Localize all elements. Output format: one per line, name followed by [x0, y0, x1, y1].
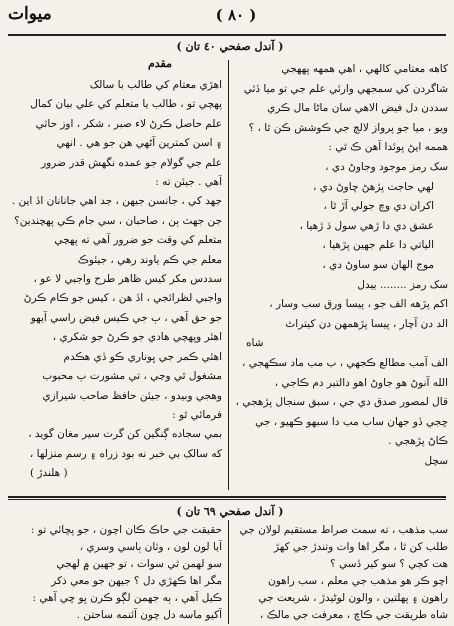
text-line: اهڙي معتام کي طالب با سالک	[89, 79, 222, 91]
text-line: الد دن آچار ، پيسا پڙهمهن دن کيتراٿ	[285, 317, 448, 330]
top-section-label: ( آندل صفحي ٤٠ تان )	[176, 40, 284, 53]
text-line: ڪيل آهي ، ٻه جهمن لڳو ڪرن ڀو ڇي آهي :	[32, 592, 222, 604]
bottom-right-column	[236, 522, 448, 624]
header-title: ميوات	[8, 4, 52, 24]
text-line: الياتي دا علم جهين پڙهيا ،	[322, 239, 434, 252]
text-line: جن جهٽ ٻن ، صاحبان ، سي جام ڪي پهچندين؟	[14, 214, 222, 227]
text-line: آکيو ماسه دل چون آئنمه ساحتن .	[76, 609, 222, 621]
bottom-column-divider	[228, 520, 229, 624]
text-line: پهچي تو ، طالب يا متعلم کي علي بيان کمال	[30, 98, 222, 111]
text-line: شاگردن کي سمجهي وارئي علم جي تو ميا ڏئي	[243, 82, 448, 95]
text-line: علم جي گولام جو عمده نگهش قدر ضرور	[41, 156, 222, 169]
text-line: سب مذهب ، ته سمت صراط مستقيم لولان جي	[239, 524, 448, 536]
text-line: سک رمز ........ ييدل	[357, 278, 448, 291]
text-line: هت کڄي ؟ سو کير ڏسي ؟	[330, 558, 448, 570]
text-line: حقيقت جي حاڪ ڪان اچون ، جو پڇائي تو :	[31, 524, 222, 536]
continued-marker: ( هلندڙ )	[30, 467, 68, 480]
text-line: اهئر وپهچي هادي جو ڪرڻ جو شکري ،	[52, 331, 222, 344]
top-right-column	[236, 60, 448, 471]
text-line: جهد کي ، جانسن جيهن ، جد اهي جانانان اڏ اين .	[11, 195, 222, 208]
text-line: جو حق آهي ، ٻ جي ڪيس فيض راسي آيهو	[30, 311, 222, 324]
top-left-column	[10, 76, 222, 484]
text-line: فرمائي ٿو :	[172, 408, 222, 421]
text-line: متعلم کي وقت جو ضرور آهي ته پهچي	[54, 234, 222, 247]
page-number: ( ٨٠ )	[215, 6, 257, 24]
text-line: سک رمز موجود وجاوڻ دي ،	[325, 160, 448, 173]
text-line: وهجي وبيدو ، جيئن حافظ صاحب شيرازي	[42, 389, 222, 402]
text-line: بمي سجاده ڳنگين کن گرت سير مغان گويد ،	[28, 428, 222, 441]
text-line: اکران دي وچ جولي آڙ ٿا ،	[323, 200, 434, 213]
left-column-heading: مقدم	[147, 57, 173, 70]
poet-name: سچل	[424, 454, 448, 467]
bottom-left-column	[10, 522, 222, 624]
text-line: اچو ڪر هو مذهب جي معلم ، سب راهون	[268, 575, 448, 587]
text-line: كاهه معتامي كالهي ، اهي همهه پههجي	[281, 63, 448, 75]
text-line: اکم پڙهه الف جو ، پيسا ورق سب وسار ،	[269, 298, 448, 311]
text-line: ويو ، ميا جو پرواز لالچ جي ڪوشش ڪن ٿا ، ؟	[248, 121, 448, 134]
text-line: اهئي ڪمر جي ڀوناري ڪو ڏي هڪدم	[63, 350, 222, 363]
text-line: سددس مکر کيس ظاهر طرح واجبي لا عو ،	[33, 273, 222, 286]
text-line: واجبي لظرائجي ، اڏ هن ، کيس جو ڪام ڪرڻ	[23, 292, 222, 305]
text-line: قال لمصور صدق دي جي ، سبق سنجال پڙهجي ،	[236, 396, 448, 409]
text-line: علم حاصل ڪرڻ لاء صبر ، شکر ، اوز حاٽي	[35, 117, 222, 130]
section-rule-thin	[8, 499, 446, 500]
text-line: مشغول ٿي وڃي ، تي مشورت ٻ محبوب	[42, 370, 222, 383]
text-line: راهون ۽ پهلتين ، والون لوڻيدڙ ، شريعت جي	[258, 592, 448, 604]
text-line: معلم جي ڪم ياوند رهي ، جيئوڪ	[77, 253, 222, 266]
page-header	[0, 4, 454, 32]
text-line: مگر اها ڪهڙي دل ؟ جيهن جو معي ذکر	[51, 575, 222, 587]
text-line: ۽ اسن کمترين آڻهي هن جو هي . انهي	[56, 137, 222, 150]
text-line: ڇجي ڏو جهان ساب مب دا سبهو ڪهيو ، جي	[255, 415, 448, 428]
text-line: ڪاڻ پڙهجي .	[388, 435, 448, 448]
text-line: عشق دي دا ڙهي سول ڌ ڙهيا ،	[299, 219, 434, 232]
text-line: آهي . جيئن ته :	[155, 176, 222, 189]
bottom-section-label: ( آندل صفحي ٦٩ تان )	[176, 505, 284, 518]
text-line: موج الهان سو ساوڻ دي ،	[322, 258, 434, 271]
text-line: سو لهمن ٿي سوات ، تو جهين ۾ لهجي	[56, 558, 222, 570]
section-rule	[8, 496, 446, 498]
text-line: سددن دل فيض الاهي سان ماڻا مال ڪري	[267, 102, 448, 115]
column-divider	[228, 60, 229, 490]
text-line: شاه طريقت جي ڪاڇ ، معرفت جي مالڪ ،	[259, 609, 448, 621]
text-line: آيا لون لون ، وٽان ٻاسي وسري ،	[79, 541, 222, 553]
poet-name: شاه	[246, 337, 264, 350]
header-rule	[8, 34, 446, 36]
text-line: هممه ايڻ پوئدا آهن ڪ ٿي :	[328, 141, 448, 154]
text-line: طلب کن ٿا ، مگر اها وات وٺندڙ جي کهڙ	[273, 541, 448, 553]
text-line: که سالک بي خبر نه بود زراه ۽ رسم منزلها ،	[29, 447, 222, 460]
text-line: لهي حاجت پڙهڻ ڇاوڻ دي ،	[313, 180, 434, 193]
text-line: الف آمب مطالع ڪجهي ، ب مب ماد سڪهجي ،	[242, 356, 448, 369]
text-line: الله آنوڻ هو جاوڻ اهو دالتبر دم ڪاجي ،	[274, 376, 448, 389]
